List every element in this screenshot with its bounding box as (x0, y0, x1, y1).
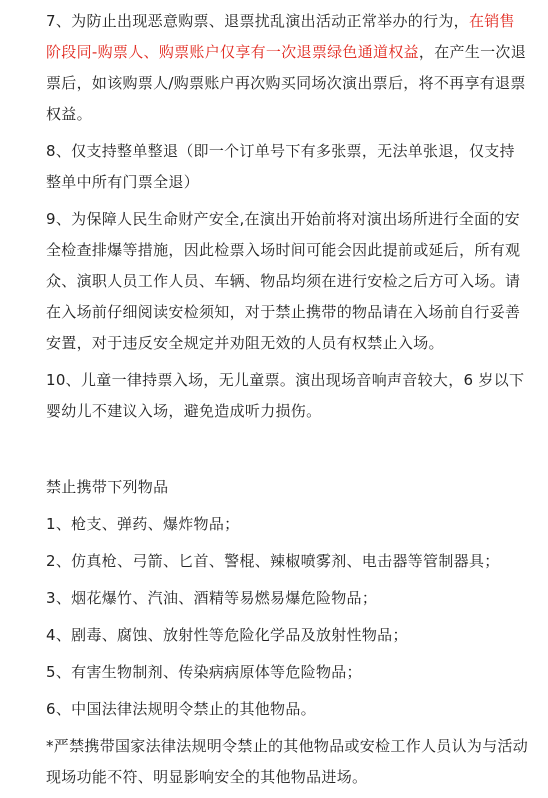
prohibited-item: 5、有害生物制剂、传染病病原体等危险物品； (46, 663, 362, 681)
prohibited-note: *严禁携带国家法律法规明令禁止的其他物品或安检工作人员认为与活动现场功能不符、明显影响安全的其他物品进场。 (46, 737, 529, 786)
rule-item-8: 8、仅支持整单整退（即一个订单号下有多张票，无法单张退，仅支持整单中所有门票全退） (46, 142, 515, 191)
prohibited-item: 1、枪支、弹药、爆炸物品； (46, 515, 240, 533)
rule-item-9: 9、为保障人民生命财产安全,在演出开始前将对演出场所进行全面的安全检查排爆等措施，因此检票入场时间可能会因此提前或延后，所有观众、演职人员工作人员、车辆、物品均须在进行安检之后方可入场。请在入场前仔细阅读安检须知，对于禁止携带的物品请在入场前自行妥善安置，对于违反安全规定并劝阻无效的人员有权禁止入场。 (46, 210, 521, 352)
prohibited-item: 2、仿真枪、弓箭、匕首、警棍、辣椒喷雾剂、电击器等管制器具； (46, 552, 500, 570)
rule-item-7-highlight: 在销售阶段同-购票人、购票账户仅享有一次退票绿色通道权益 (46, 12, 515, 61)
prohibited-item: 3、烟花爆竹、汽油、酒精等易燃易爆危险物品； (46, 589, 378, 607)
prohibited-items-list (46, 509, 530, 725)
rule-item-7 (46, 6, 530, 130)
rule-item-7-text-a: 7、为防止出现恶意购票、退票扰乱演出活动正常举办的行为， (46, 12, 469, 30)
rule-item-10: 10、儿童一律持票入场，无儿童票。演出现场音响声音较大，6 岁以下婴幼儿不建议入场，避免造成听力损伤。 (46, 371, 525, 420)
rule-item-7-text-b: ，在产生一次退票后，如该购票人/购票账户再次购买同场次演出票后，将不再享有退票权益。 (46, 43, 527, 123)
prohibited-item: 4、剧毒、腐蚀、放射性等危险化学品及放射性物品； (46, 626, 408, 644)
prohibited-items-title: 禁止携带下列物品 (46, 478, 169, 496)
prohibited-item: 6、中国法律法规明令禁止的其他物品。 (46, 700, 316, 718)
